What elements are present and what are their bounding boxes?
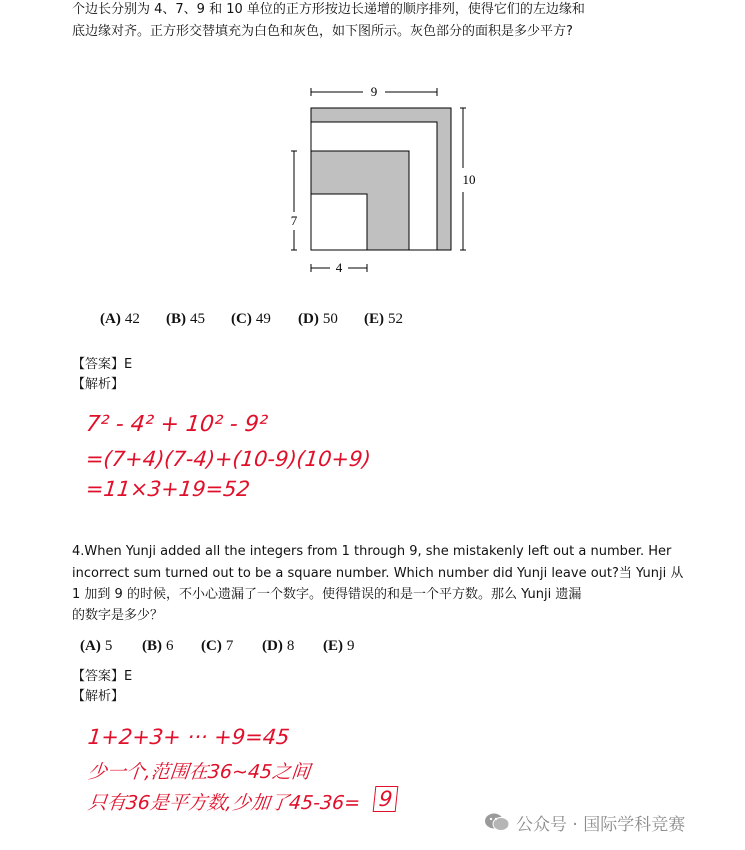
label-9: 9 <box>370 84 378 99</box>
right-dimension <box>460 108 476 250</box>
problem4-text-line3: 1 加到 9 的时候，不小心遗漏了一个数字。使得错误的和是一个平方数。那么 Yunji 遗漏 <box>72 587 582 602</box>
choice-b: (B) 45 <box>166 311 205 327</box>
work4-boxed-answer: 9 <box>373 786 399 812</box>
work4-line2: 少一个,范围在36~45之间 <box>86 761 312 783</box>
work3-line1: 7² - 4² + 10² - 9² <box>84 412 269 437</box>
work4-line1: 1+2+3+ ··· +9=45 <box>86 725 291 749</box>
problem4-text-line2: incorrect sum turned out to be a square number. Which number did Yunji leave out?当 Yunji 从 <box>72 566 684 581</box>
work3-line2: =(7+4)(7-4)+(10-9)(10+9) <box>84 447 372 471</box>
top-dimension <box>311 84 437 99</box>
wechat-icon <box>484 812 510 832</box>
analysis-label-3: 【解析】 <box>72 377 125 392</box>
answer-label-4: 【答案】E <box>72 669 133 684</box>
label-10: 10 <box>462 172 476 187</box>
problem3-text-line1: 个边长分别为 4、7、9 和 10 单位的正方形按边长递增的顺序排列，使得它们的左边缘和 <box>72 2 585 17</box>
problem4-text-line4: 的数字是多少？ <box>72 608 164 623</box>
problem4-text-line1: 4.When Yunji added all the integers from 1 through 9, she mistakenly left out a number. Her <box>72 544 672 559</box>
left-dimension <box>291 151 298 250</box>
bottom-dimension <box>311 260 367 275</box>
label-7: 7 <box>290 213 298 228</box>
choice-4c: (C) 7 <box>201 638 234 654</box>
label-4: 4 <box>335 260 343 275</box>
analysis-label-4: 【解析】 <box>72 689 125 704</box>
choice-4a: (A) 5 <box>80 638 113 654</box>
choice-d: (D) 50 <box>298 311 338 327</box>
watermark-text: 公众号 · 国际学科竞赛 <box>516 815 686 835</box>
choice-c: (C) 49 <box>231 311 271 327</box>
choice-e: (E) 52 <box>364 311 403 327</box>
choice-4e: (E) 9 <box>323 638 355 654</box>
choice-4d: (D) 8 <box>262 638 295 654</box>
problem3-text-line2: 底边缘对齐。正方形交替填充为白色和灰色，如下图所示。灰色部分的面积是多少平方? <box>72 24 573 39</box>
choice-4b: (B) 6 <box>142 638 174 654</box>
squares-figure <box>280 80 490 280</box>
choice-a: (A) 42 <box>100 311 140 327</box>
answer-label-3: 【答案】E <box>72 357 133 372</box>
work4-line3: 只有36是平方数,少加了45-36= <box>86 792 362 814</box>
square-4 <box>311 194 367 250</box>
work3-line3: =11×3+19=52 <box>84 477 252 501</box>
